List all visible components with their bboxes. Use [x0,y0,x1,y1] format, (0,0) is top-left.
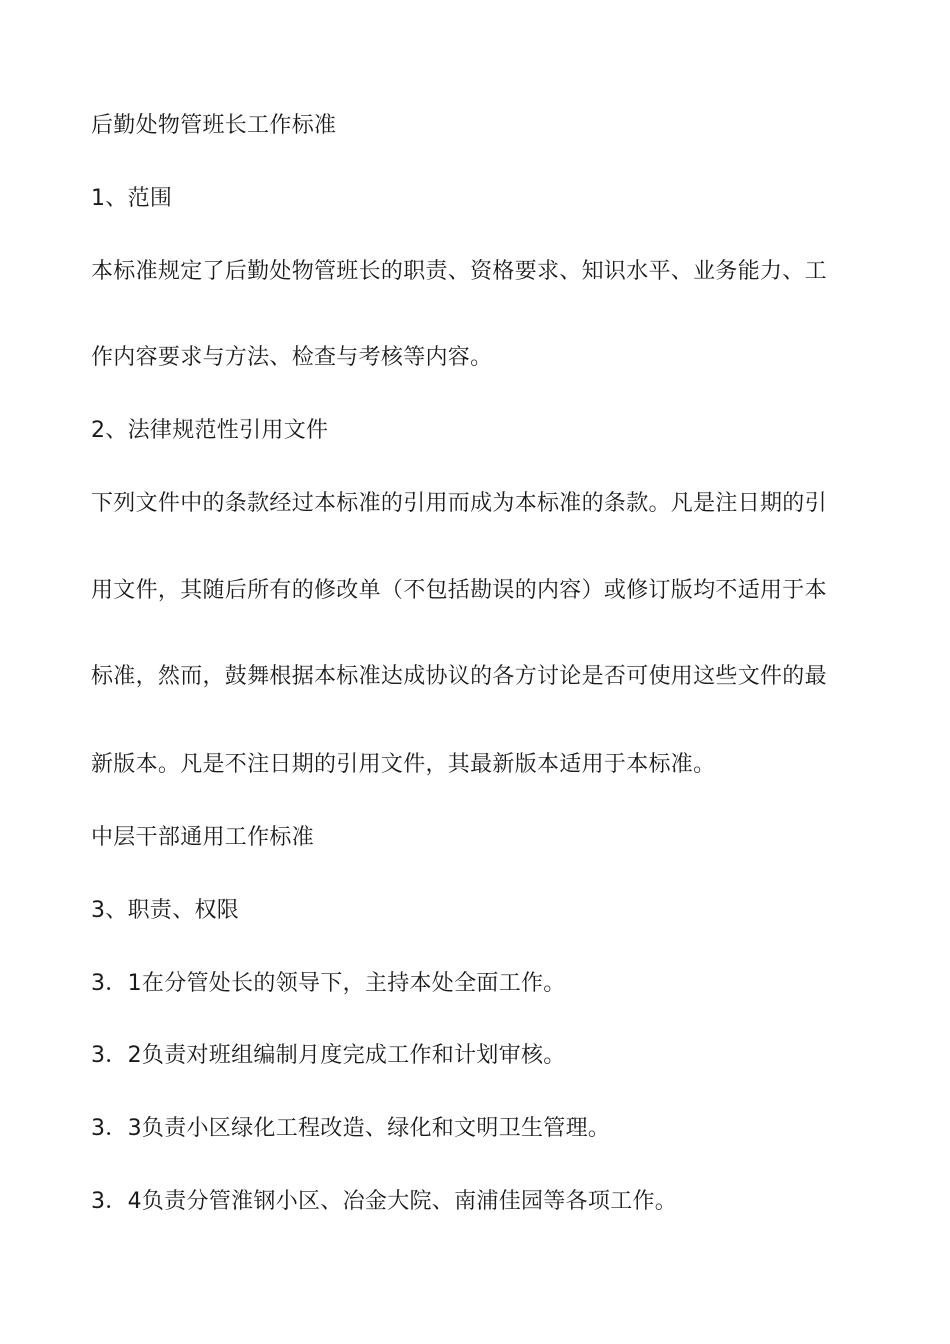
section-3-item-4: 3．4负责分管淮钢小区、冶金大院、南浦佳园等各项工作。 [91,1189,678,1214]
section-1-heading: 1、范围 [91,186,173,211]
section-3-item-3: 3．3负责小区绿化工程改造、绿化和文明卫生管理。 [91,1116,611,1141]
general-standard-heading: 中层干部通用工作标准 [91,825,315,850]
section-3-item-1: 3．1在分管处长的领导下，主持本处全面工作。 [91,971,566,996]
section-2-body-line-1: 下列文件中的条款经过本标准的引用而成为本标准的条款。凡是注日期的引 [91,491,827,516]
section-3-heading: 3、职责、权限 [91,898,240,923]
section-2-body-line-3: 标准，然而，鼓舞根据本标准达成协议的各方讨论是否可使用这些文件的最 [91,664,827,689]
section-2-body-line-4: 新版本。凡是不注日期的引用文件，其最新版本适用于本标准。 [91,752,716,777]
section-1-body-line-1: 本标准规定了后勤处物管班长的职责、资格要求、知识水平、业务能力、工 [91,259,827,284]
section-2-heading: 2、法律规范性引用文件 [91,418,329,443]
section-1-body-line-2: 作内容要求与方法、检查与考核等内容。 [91,345,493,370]
section-3-item-2: 3．2负责对班组编制月度完成工作和计划审核。 [91,1043,566,1068]
section-2-body-line-2: 用文件，其随后所有的修改单（不包括勘误的内容）或修订版均不适用于本 [91,578,827,603]
document-title: 后勤处物管班长工作标准 [91,113,337,138]
